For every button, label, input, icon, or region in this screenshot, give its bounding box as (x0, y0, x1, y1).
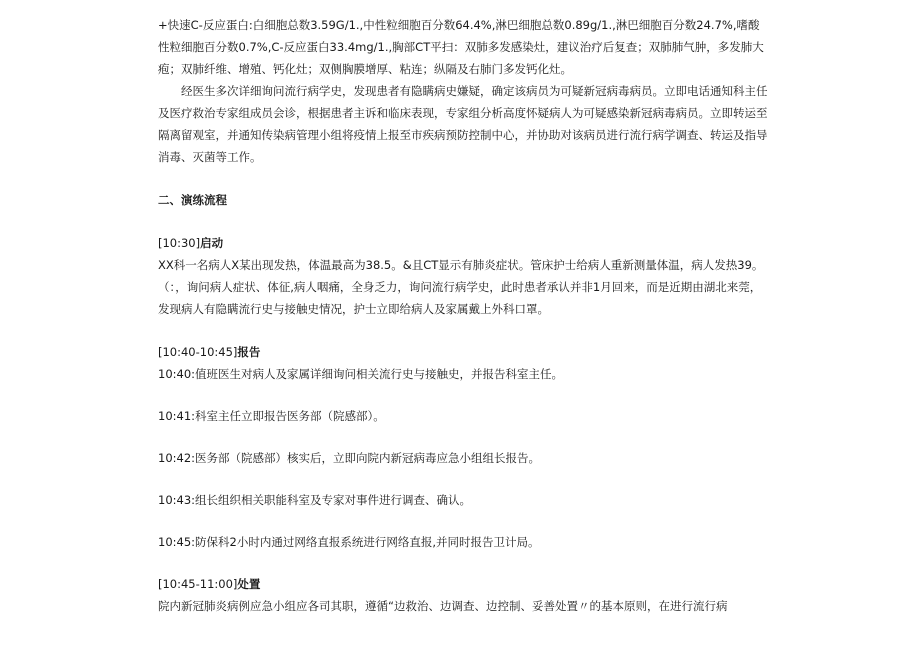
stage-dispose-body: 院内新冠肺炎病例应急小组应各司其职，遵循“边救治、边调查、边控制、妥善处置〃的基本原则，在进行流行病 (158, 599, 728, 613)
section-title: 二、演练流程 (158, 193, 227, 207)
stage-report-heading (158, 341, 770, 363)
report-item-4: 10:43:组长组织相关职能科室及专家对事件进行调查、确认。 (158, 493, 472, 507)
diagnosis-paragraph: 经医生多次详细询问流行病学史，发现患者有隐瞒病史嫌疑，确定该病员为可疑新冠病毒病员。立即电话通知科主任及医疗救治专家组成员会诊，根据患者主诉和临床表现，专家组分析高度怀疑病人为可疑感染新冠病毒病员。立即转运至隔离留观室，并通知传染病管理小组将疫情上报至市疾病预防控制中心，并协助对该病员进行流行病学调查、转运及指导消毒、灭菌等工作。 (158, 84, 768, 164)
stage-dispose-heading (158, 573, 770, 595)
lab-results-paragraph: +快速C-反应蛋白:白细胞总数3.59G/1.,中性粒细胞百分数64.4%,淋巴细胞总数0.89g/1.,淋巴细胞百分数24.7%,嗜酸性粒细胞百分数0.7%,C-反应蛋白33.4mg/1.,胸部CT平扫：双肺多发感染灶，建议治疗后复查；双肺肺气肿，多发肺大疱；双肺纤维、增殖、钙化灶；双侧胸膜增厚、粘连；纵隔及右肺门多发钙化灶。 (158, 18, 764, 76)
stage-start-title: 启动 (200, 236, 224, 250)
report-item-5: 10:45:防保科2小时内通过网络直报系统进行网络直报,并同时报告卫计局。 (158, 535, 540, 549)
stage-dispose-title: 处置 (237, 577, 261, 591)
document-page (158, 14, 770, 617)
stage-start-heading (158, 232, 770, 254)
report-item-2: 10:41:科室主任立即报告医务部（院感部）。 (158, 409, 385, 423)
report-item-1: 10:40:值班医生对病人及家属详细询问相关流行史与接触史，并报告科室主任。 (158, 367, 564, 381)
stage-dispose-time: [10:45-11:00] (158, 577, 238, 591)
stage-report-title: 报告 (237, 345, 261, 359)
report-item-3: 10:42:医务部（院感部）核实后，立即向院内新冠病毒应急小组组长报告。 (158, 451, 541, 465)
stage-start-body: XX科一名病人X某出现发热，体温最高为38.5。&且CT显示有肺炎症状。管床护士给病人重新测量体温，病人发热39。（：，询问病人症状、体征,病人咽痛，全身乏力，询问流行病学史，此时患者承认并非1月回来，而是近期由湖北来莞，发现病人有隐瞒流行史与接触史情况，护士立即给病人及家属戴上外科口罩。 (158, 258, 764, 316)
stage-report-time: [10:40-10:45] (158, 345, 238, 359)
stage-start-time: [10:30] (158, 236, 201, 250)
